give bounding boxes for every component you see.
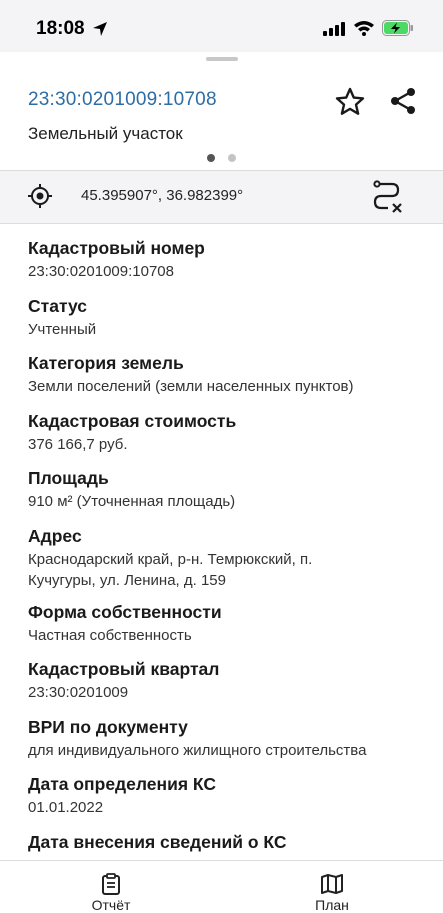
detail-label: Кадастровая стоимость bbox=[28, 411, 237, 431]
tab-report[interactable] bbox=[71, 873, 151, 913]
detail-value-entry-date bbox=[28, 831, 428, 855]
page-indicator-dot-active[interactable] bbox=[207, 154, 215, 162]
divider bbox=[0, 223, 443, 224]
detail-label: Форма собственности bbox=[28, 602, 222, 622]
detail-area bbox=[28, 467, 428, 512]
detail-valuation-date bbox=[28, 773, 428, 818]
detail-address bbox=[28, 525, 428, 591]
status-time: 18:08 bbox=[36, 18, 85, 39]
detail-value: Частная собственность bbox=[28, 627, 192, 644]
detail-label: Адрес bbox=[28, 526, 82, 546]
map-icon bbox=[320, 873, 344, 895]
detail-label: ВРИ по документу bbox=[28, 717, 188, 737]
page-indicator-dot[interactable] bbox=[228, 154, 236, 162]
detail-value: Земли поселений (земли населенных пунктов) bbox=[28, 378, 354, 395]
battery-charging-icon bbox=[382, 20, 414, 36]
clipboard-icon bbox=[100, 873, 122, 895]
detail-label: Кадастровый квартал bbox=[28, 659, 220, 679]
detail-cadastral-quarter bbox=[28, 658, 428, 703]
tab-report-label: Отчёт bbox=[91, 897, 131, 913]
detail-cadastral-value bbox=[28, 410, 428, 455]
favorite-star-icon[interactable] bbox=[334, 86, 366, 118]
bottom-tab-bar bbox=[0, 860, 443, 911]
detail-label: Площадь bbox=[28, 468, 109, 488]
detail-land-category bbox=[28, 352, 428, 397]
detail-value: 910 м² (Уточненная площадь) bbox=[28, 493, 236, 510]
object-type: Земельный участок bbox=[28, 124, 183, 143]
share-icon[interactable] bbox=[388, 86, 418, 116]
cadastral-number-title: 23:30:0201009:10708 bbox=[28, 89, 217, 110]
status-bar bbox=[0, 0, 443, 52]
signal-icon bbox=[323, 22, 347, 36]
route-icon[interactable] bbox=[370, 180, 404, 214]
tab-plan[interactable] bbox=[292, 873, 372, 913]
detail-cadastral-number bbox=[28, 237, 428, 282]
detail-label: Дата внесения сведений о КС bbox=[28, 832, 287, 852]
crosshair-location-icon[interactable] bbox=[28, 182, 52, 210]
detail-status bbox=[28, 295, 428, 340]
detail-label: Статус bbox=[28, 296, 87, 316]
detail-value: 01.01.2022 bbox=[28, 799, 104, 816]
tab-plan-label: План bbox=[315, 897, 349, 913]
coordinates-text: 45.395907°, 36.982399° bbox=[81, 187, 244, 204]
detail-label: Кадастровый номер bbox=[28, 238, 205, 258]
detail-label: Дата определения КС bbox=[28, 774, 216, 794]
detail-ownership-form bbox=[28, 601, 428, 646]
detail-value: Учтенный bbox=[28, 321, 97, 338]
sheet-drag-handle[interactable] bbox=[206, 57, 238, 61]
detail-label: Категория земель bbox=[28, 353, 184, 373]
detail-value: 23:30:0201009:10708 bbox=[28, 263, 174, 280]
wifi-icon bbox=[353, 20, 375, 36]
detail-value: для индивидуального жилищного строительства bbox=[28, 742, 367, 759]
detail-value: 23:30:0201009 bbox=[28, 684, 129, 701]
location-arrow-icon bbox=[92, 21, 108, 37]
details-list[interactable] bbox=[28, 237, 428, 860]
detail-value: Краснодарский край, р-н. Темрюкский, п. Кучугуры, ул. Ленина, д. 159 bbox=[28, 551, 313, 589]
detail-value: 376 166,7 руб. bbox=[28, 436, 128, 453]
detail-permitted-use bbox=[28, 716, 428, 761]
